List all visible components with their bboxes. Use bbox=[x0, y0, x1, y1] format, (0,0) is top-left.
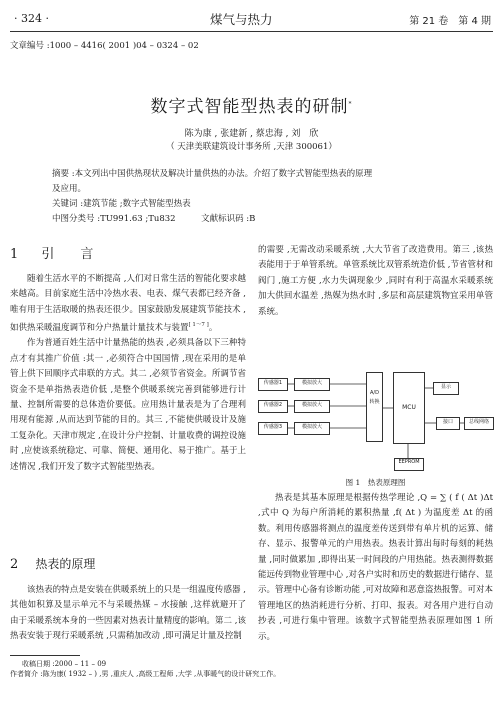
section1-body bbox=[10, 272, 246, 475]
issue-info: 第 21 卷 第 4 期 bbox=[409, 16, 491, 27]
amp1-box: 模拟放大 bbox=[294, 378, 330, 391]
right-col-bottom bbox=[258, 491, 493, 645]
footnote bbox=[10, 659, 280, 679]
figure-caption: 图 1 热表原理图 bbox=[345, 478, 406, 487]
footnote-rule bbox=[10, 655, 80, 656]
authors: 陈为康 , 张建新 , 蔡忠海 , 刘 欣 bbox=[184, 129, 319, 139]
bus-network-box: 总线网络 bbox=[464, 417, 494, 430]
page-number: · 324 · bbox=[14, 12, 49, 25]
eeprom-box: EEPROM bbox=[394, 458, 424, 471]
sensor3-box: 传感器3 bbox=[258, 422, 288, 435]
footnote-received: 收稿日期 :2000 – 11 – 09 bbox=[22, 660, 107, 668]
footnote-author: 作者简介 :陈为康( 1932 – ) ,男 ,重庆人 ,高级工程师 ,大学 ,从事暖气的设计研究工作。 bbox=[10, 670, 281, 678]
classification: 中图分类号 :TU991.63 ;Tu832 文献标识码 :B bbox=[52, 214, 256, 224]
abstract-line2: 及应用。 bbox=[52, 184, 87, 194]
interface-box: 接口 bbox=[436, 417, 460, 430]
section2-para1: 该热表的特点是安装在供暖系统上的只是一组温度传感器 ,其他如积算及显示单元不与采暖热媒 – 水接触 ,这样就避开了由于采暖系统本身的一些因素对热表计量精度的影响。第二 ,该热表安装于现行采暖系统 ,只需稍加改动 ,即可满足计量及控制 bbox=[10, 585, 246, 642]
article-number: 文章编号 :1000 – 4416( 2001 )04 – 0324 – 02 bbox=[10, 41, 199, 51]
ad-converter-box: A/D 转换 bbox=[366, 372, 383, 442]
abstract-block bbox=[52, 167, 457, 227]
section1-heading: 1 引 言 bbox=[10, 247, 94, 262]
display-box: 显示 bbox=[433, 382, 459, 395]
affiliation: （ 天津美联建筑设计事务所 ,天津 300061） bbox=[166, 142, 337, 152]
header-rule bbox=[10, 31, 493, 32]
sensor2-box: 传感器2 bbox=[258, 400, 288, 413]
right-col-top bbox=[258, 243, 493, 320]
amp2-box: 模拟放大 bbox=[294, 400, 330, 413]
sensor1-box: 传感器1 bbox=[258, 378, 288, 391]
keywords: 关键词 :建筑节能 ;数字式智能型热表 bbox=[52, 199, 191, 209]
figure-heat-meter-diagram bbox=[258, 358, 493, 478]
section2-heading: 2 热表的原理 bbox=[10, 557, 96, 572]
right-para1: 的需要 ,无需改动采暖系统 ,大大节省了改造费用。第三 ,该热表能用于于单管系统。单管系统比双管系统造价低 ,节省管材和阀门 ,施工方便 ,水力失调现象少 ,同时有利于高温水采暖系统加大供回水温差 ,热媒为热水时 ,多层和高层建筑物宜采用单管系统。 bbox=[258, 245, 493, 317]
section2-body bbox=[10, 583, 246, 645]
journal-name: 煤气与热力 bbox=[210, 12, 273, 27]
mcu-box: MCU bbox=[393, 372, 425, 444]
abstract-line1: 摘要 :本文列出中国供热现状及解决计量供热的办法。介绍了数字式智能型热表的原理 bbox=[52, 169, 373, 179]
paper-title: 数字式智能型热表的研制* bbox=[150, 97, 353, 117]
amp3-box: 模拟放大 bbox=[294, 422, 330, 435]
section1-para2: 作为普通百姓生活中计量热能的热表 ,必须具备以下三种特点才有其推广价值 :其一 ,必须符合中国国情 ,现在采用的是单管上供下回顺序式串联的方式。其二 ,必须节省资金。所调节省资金不是单指热表造价低 ,是整个供暖系统完善到能够进行计量、控制所需要的总体造价要低。应用热计量表是为了合理利用现有能源 ,从而达到节能的目的。其三 ,不能使供暖设计及施工复杂化。天津市规定 ,在设计分户控制、计量收费的调控设施时 ,应使该系统稳定、可靠、简便、通用化、易于推广。基于上述情况 ,我们开发了数字式智能型热表。 bbox=[10, 338, 246, 472]
right-para2: 热表是其基本原理是根据传热学理论 ,Q = ∑ ( f ( Δt )Δt ,式中 Q 为每户所消耗的累积热量 ,f( Δt ) 为温度差 Δt 的函数。利用传感器将测点的温度差传送到带有单片机的运算、储存、显示、报警单元的户用热表。热表计算出每时每刻的耗热量 ,同时做累加 ,即得出某一时间段的户用热能。热表测得数据能远传到物业管理中心 ,对各户实时和历史的数据进行储存、显示。管理中心备有诊断功能 ,可对故障和恶意盗热报警。可对本管理地区的热消耗进行分析、打印、报表。对各用户进行自动抄表 ,可进行集中管理。该数字式智能型热表原理如图 1 所示。 bbox=[258, 493, 493, 642]
section1-para1: 随着生活水平的不断提高 ,人们对日常生活的智能化要求越来越高。目前家庭生活中冷热水表、电表、煤气表都已经齐备 ,唯有用于生活取暖的热表还很少。国家鼓励发展建筑节能技术 ,如供热采暖温度调节和分户热量计量技术与装置[ 1～7 ]。 bbox=[10, 274, 246, 334]
